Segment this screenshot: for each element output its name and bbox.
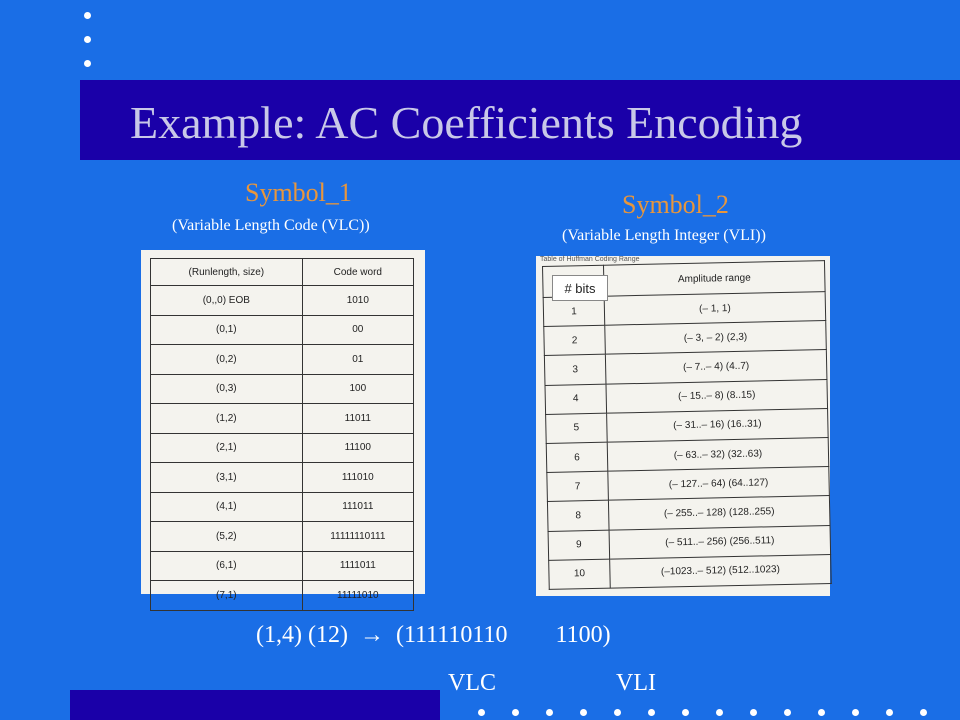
- vlc-row-cell: 00: [302, 315, 413, 345]
- vlc-row-cell: (0,2): [151, 345, 303, 375]
- vlc-row: [151, 433, 414, 463]
- vlc-row-cell: (2,1): [151, 433, 303, 463]
- deco-dot: [614, 709, 621, 716]
- vlc-row-cell: 1010: [302, 286, 413, 316]
- deco-dot: [886, 709, 893, 716]
- deco-dot: [84, 60, 91, 67]
- symbol2-subtitle: (Variable Length Integer (VLI)): [562, 227, 766, 244]
- vli-row-cell: (– 127..– 64) (64..127): [608, 467, 830, 501]
- vli-row-cell: (–1023..– 512) (512..1023): [610, 554, 832, 588]
- vli-row-cell: 4: [545, 384, 607, 414]
- symbol1-title: Symbol_1: [245, 178, 352, 207]
- vlc-row-cell: (1,2): [151, 404, 303, 434]
- vlc-row-cell: 100: [302, 374, 413, 404]
- vlc-row-cell: (0,1): [151, 315, 303, 345]
- deco-dot: [512, 709, 519, 716]
- vlc-row-cell: 11100: [302, 433, 413, 463]
- deco-dot: [750, 709, 757, 716]
- vli-row-cell: 10: [549, 559, 611, 589]
- deco-dot: [716, 709, 723, 716]
- deco-dot: [818, 709, 825, 716]
- deco-dot: [852, 709, 859, 716]
- bits-label: # bits: [552, 275, 608, 301]
- deco-dot: [546, 709, 553, 716]
- vlc-row-cell: 11011: [302, 404, 413, 434]
- encoding-line: [256, 622, 611, 649]
- vli-row-cell: (– 7..– 4) (4..7): [605, 350, 827, 384]
- vli-row-cell: (– 3, – 2) (2,3): [605, 321, 827, 355]
- vli-row-cell: 8: [547, 500, 609, 530]
- arrow-right-icon: →: [359, 622, 384, 648]
- vlc-row-cell: (7,1): [151, 581, 303, 611]
- vli-row-cell: (– 63..– 32) (32..63): [607, 437, 829, 471]
- symbol2-title: Symbol_2: [622, 190, 729, 219]
- vlc-row-cell: (4,1): [151, 492, 303, 522]
- vlc-row: [151, 463, 414, 493]
- vli-row-cell: (– 1, 1): [604, 292, 826, 326]
- vlc-row: [151, 374, 414, 404]
- vli-table-caption: Table of Huffman Coding Range: [540, 256, 640, 263]
- vlc-row-cell: 111010: [302, 463, 413, 493]
- vlc-row-cell: 01: [302, 345, 413, 375]
- vli-row: [549, 554, 832, 589]
- symbol1-subtitle: (Variable Length Code (VLC)): [172, 217, 370, 234]
- vli-row-cell: (– 511..– 256) (256..511): [609, 525, 831, 559]
- encoding-vli-code: 1100): [555, 622, 611, 648]
- deco-dot: [580, 709, 587, 716]
- vli-row-cell: 3: [544, 355, 606, 385]
- vli-row-cell: 2: [544, 325, 606, 355]
- deco-dot: [478, 709, 485, 716]
- deco-dot: [920, 709, 927, 716]
- deco-dot: [784, 709, 791, 716]
- vlc-row-cell: (5,2): [151, 522, 303, 552]
- vlc-row-cell: 111011: [302, 492, 413, 522]
- vli-table-scan: [536, 256, 830, 596]
- vlc-row-cell: (0,3): [151, 374, 303, 404]
- vlc-row: [151, 522, 414, 552]
- deco-dot: [84, 12, 91, 19]
- vli-header-amplitude: Amplitude range: [603, 261, 825, 297]
- vlc-row-cell: (0,,0) EOB: [151, 286, 303, 316]
- vlc-row: [151, 286, 414, 316]
- vli-table: [542, 260, 832, 590]
- deco-dot: [682, 709, 689, 716]
- vli-row-cell: (– 255..– 128) (128..255): [608, 496, 830, 530]
- vli-row-cell: 9: [548, 530, 610, 560]
- bottom-band: [70, 690, 440, 720]
- vlc-label: VLC: [448, 670, 496, 696]
- vlc-row: [151, 315, 414, 345]
- encoding-input: (1,4) (12): [256, 622, 348, 648]
- vlc-table: [150, 258, 414, 611]
- vli-row-cell: (– 15..– 8) (8..15): [606, 379, 828, 413]
- vlc-row: [151, 581, 414, 611]
- deco-dot: [84, 36, 91, 43]
- vli-row-cell: 1: [543, 296, 605, 326]
- vli-row-cell: 5: [546, 413, 608, 443]
- vlc-row: [151, 345, 414, 375]
- vlc-row-cell: 11111110111: [302, 522, 413, 552]
- vli-row-cell: 7: [547, 471, 609, 501]
- deco-dot: [648, 709, 655, 716]
- slide-title: Example: AC Coefficients Encoding: [130, 97, 803, 148]
- vlc-row-cell: (6,1): [151, 551, 303, 581]
- vlc-row: [151, 551, 414, 581]
- vlc-table-scan: [141, 250, 425, 601]
- encoding-vlc-code: (111110110: [395, 622, 508, 648]
- vli-row-cell: (– 31..– 16) (16..31): [607, 408, 829, 442]
- vlc-row-cell: 11111010: [302, 581, 413, 611]
- vlc-row: [151, 404, 414, 434]
- vlc-header-codeword: Code word: [302, 259, 413, 286]
- vli-row-cell: 6: [546, 442, 608, 472]
- vlc-header-runlength: (Runlength, size): [151, 259, 303, 286]
- vli-label: VLI: [616, 670, 656, 696]
- vlc-row-cell: 1111011: [302, 551, 413, 581]
- vlc-row: [151, 492, 414, 522]
- vlc-header-row: [151, 259, 414, 286]
- vlc-row-cell: (3,1): [151, 463, 303, 493]
